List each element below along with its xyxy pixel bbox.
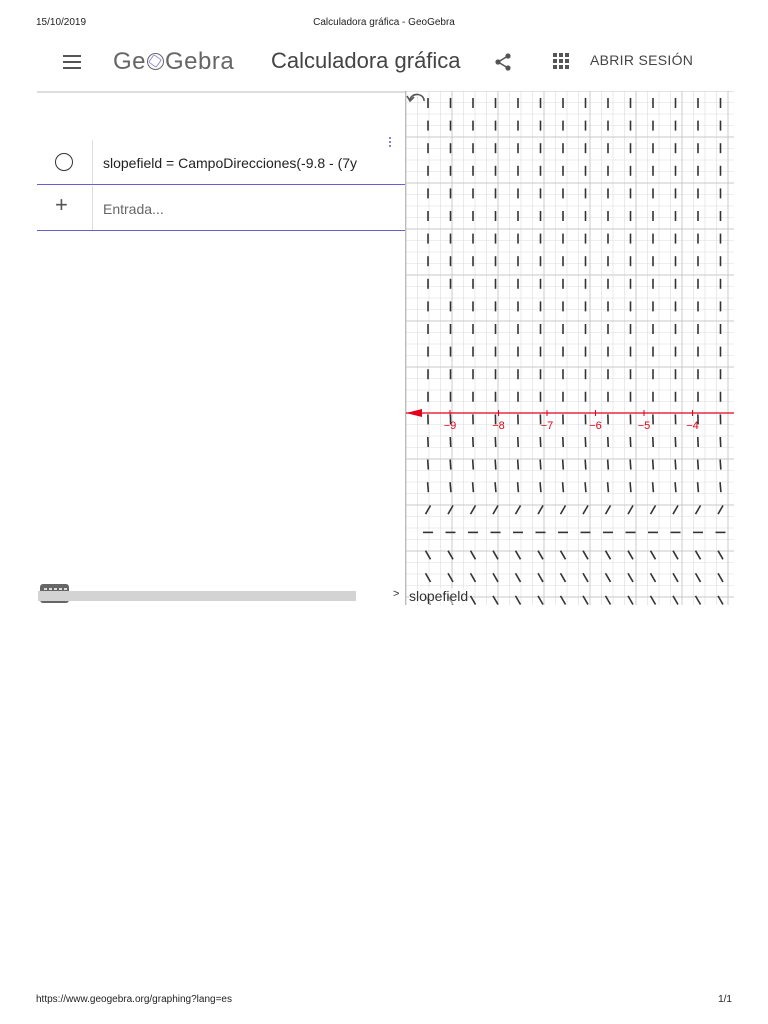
slopefield-label: slopefield	[409, 588, 469, 604]
algebra-formula[interactable]: slopefield = CampoDirecciones(-9.8 - (7y	[103, 155, 358, 171]
graphics-view[interactable]	[405, 91, 734, 605]
slope-segment	[698, 482, 699, 492]
slope-segment	[473, 482, 474, 492]
visibility-toggle-icon[interactable]	[55, 153, 73, 171]
slope-segment	[518, 482, 519, 492]
slope-segment	[428, 482, 429, 492]
slope-segment	[696, 551, 701, 560]
slope-segment	[651, 573, 656, 582]
slope-segment	[718, 551, 723, 560]
x-tick-label: −9	[443, 420, 457, 432]
x-tick-label: −8	[492, 420, 505, 432]
undo-icon[interactable]	[406, 91, 428, 107]
chevron-right-icon[interactable]: >	[393, 588, 400, 600]
slope-segment	[585, 460, 586, 470]
logo-text-suffix: Gebra	[165, 48, 235, 75]
x-tick-label: −6	[589, 420, 602, 432]
slope-segment	[561, 505, 566, 514]
algebra-input[interactable]: Entrada...	[103, 201, 164, 217]
slope-segment	[428, 460, 429, 470]
apps-grid-icon[interactable]	[553, 53, 569, 69]
slope-segment	[606, 573, 611, 582]
slope-segment	[675, 482, 676, 492]
slope-segment	[540, 460, 541, 470]
slope-segment	[473, 460, 474, 470]
slope-segment	[538, 573, 543, 582]
slope-segment	[518, 460, 519, 470]
slope-segment	[426, 573, 431, 582]
print-url: https://www.geogebra.org/graphing?lang=es	[36, 994, 232, 1005]
more-options-icon[interactable]	[389, 137, 392, 149]
slope-segment	[516, 505, 521, 514]
app-header	[37, 36, 733, 90]
x-tick-label: −7	[540, 420, 554, 432]
slope-segment	[718, 573, 723, 582]
slope-segment	[495, 460, 496, 470]
slope-segment	[563, 460, 564, 470]
slope-segment	[673, 505, 678, 514]
hamburger-menu-icon[interactable]	[63, 55, 81, 69]
slope-segment	[698, 460, 699, 470]
algebra-row-marker	[37, 140, 93, 184]
slope-segment	[628, 551, 633, 560]
slope-segment	[583, 551, 588, 560]
slope-segment	[493, 505, 498, 514]
print-page: 1/1	[718, 994, 732, 1005]
slope-segment	[651, 505, 656, 514]
slope-segment	[720, 482, 721, 492]
graphics-canvas[interactable]	[406, 91, 734, 605]
slope-segment	[653, 460, 654, 470]
print-date: 15/10/2019	[36, 17, 87, 28]
slope-segment	[628, 505, 633, 514]
slope-segment	[675, 460, 676, 470]
geogebra-logo[interactable]	[113, 48, 234, 76]
slope-segment	[561, 573, 566, 582]
algebra-row[interactable]	[37, 140, 405, 185]
slope-segment	[426, 551, 431, 560]
slope-segment	[493, 573, 498, 582]
slope-segment	[516, 573, 521, 582]
share-icon[interactable]	[493, 52, 513, 72]
algebra-top-divider	[37, 91, 405, 93]
slope-segment	[540, 482, 541, 492]
slope-segment	[696, 505, 701, 514]
algebra-row-marker	[37, 186, 93, 230]
logo-mark-icon	[147, 53, 164, 70]
slope-segment	[608, 460, 609, 470]
slope-segment	[720, 460, 721, 470]
print-title: Calculadora gráfica - GeoGebra	[313, 17, 455, 28]
algebra-input-row[interactable]	[37, 186, 405, 231]
app-title: Calculadora gráfica	[271, 48, 461, 73]
slope-segment	[606, 551, 611, 560]
slope-segment	[606, 505, 611, 514]
slope-segment	[583, 573, 588, 582]
slope-segment	[630, 460, 631, 470]
slope-segment	[450, 460, 451, 470]
slope-segment	[585, 482, 586, 492]
slope-segment	[696, 573, 701, 582]
slope-segment	[628, 573, 633, 582]
slope-segment	[516, 551, 521, 560]
slope-segment	[651, 551, 656, 560]
algebra-horizontal-scrollbar[interactable]	[38, 591, 356, 601]
slope-segment	[561, 551, 566, 560]
logo-text-prefix: Ge	[113, 48, 147, 75]
slope-segment	[608, 482, 609, 492]
slope-segment	[630, 482, 631, 492]
slope-segment	[538, 505, 543, 514]
slope-segment	[493, 551, 498, 560]
x-tick-label: −5	[637, 420, 651, 432]
add-icon[interactable]: +	[55, 192, 68, 217]
slope-segment	[673, 551, 678, 560]
sign-in-button[interactable]: ABRIR SESIÓN	[590, 52, 694, 68]
slope-segment	[563, 482, 564, 492]
x-tick-label: −4	[686, 420, 699, 432]
slope-segment	[673, 573, 678, 582]
slope-segment	[718, 505, 723, 514]
algebra-view	[37, 91, 405, 605]
slope-segment	[583, 505, 588, 514]
slope-segment	[426, 505, 431, 514]
slope-segment	[653, 482, 654, 492]
slope-segment	[495, 482, 496, 492]
x-axis-arrow-icon	[406, 409, 422, 417]
slope-segment	[450, 482, 451, 492]
slope-segment	[538, 551, 543, 560]
